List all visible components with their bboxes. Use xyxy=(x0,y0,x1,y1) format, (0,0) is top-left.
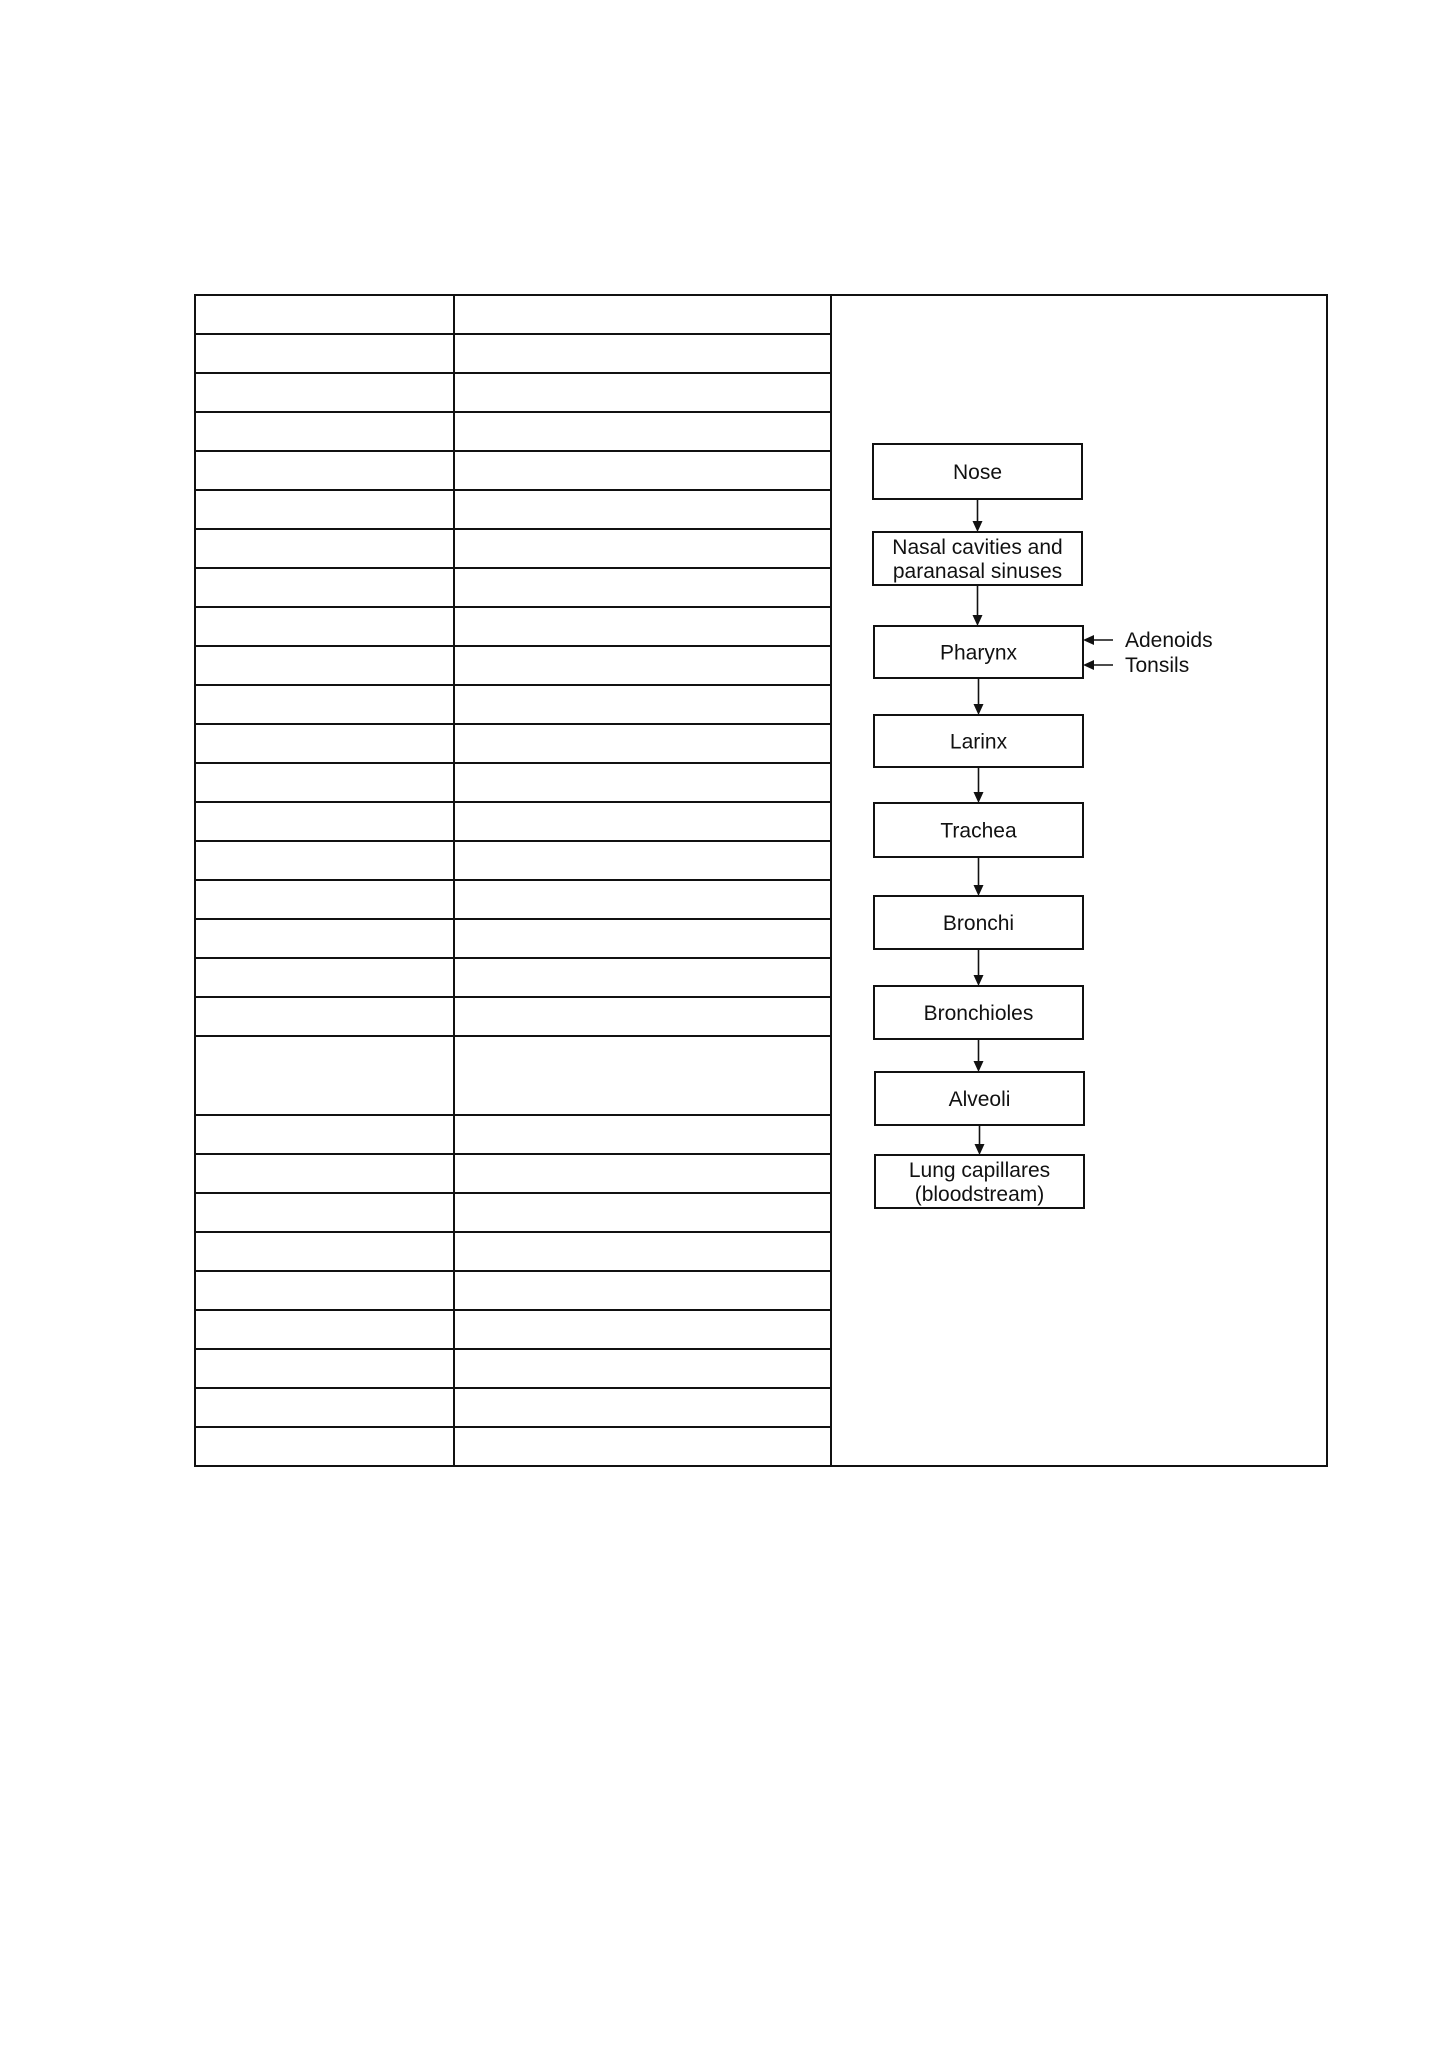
term-cell[interactable] xyxy=(195,1388,454,1427)
definition-cell[interactable] xyxy=(454,1193,831,1232)
side-label-tonsils: Tonsils xyxy=(1125,654,1190,677)
definition-cell[interactable] xyxy=(454,529,831,568)
term-cell[interactable] xyxy=(195,412,454,451)
term-cell[interactable] xyxy=(195,1036,454,1115)
term-cell[interactable] xyxy=(195,334,454,373)
term-cell[interactable] xyxy=(195,919,454,958)
flow-node-bronchi xyxy=(874,896,1083,949)
definition-cell[interactable] xyxy=(454,997,831,1036)
flow-node-label: Pharynx xyxy=(939,641,1018,665)
term-cell[interactable] xyxy=(195,529,454,568)
definition-cell[interactable] xyxy=(454,1349,831,1388)
definition-cell[interactable] xyxy=(454,958,831,997)
definition-cell[interactable] xyxy=(454,451,831,490)
term-cell[interactable] xyxy=(195,880,454,919)
definition-cell[interactable] xyxy=(454,1271,831,1310)
term-cell[interactable] xyxy=(195,802,454,841)
term-cell[interactable] xyxy=(195,1349,454,1388)
term-cell[interactable] xyxy=(195,841,454,880)
respiratory-flowchart xyxy=(832,296,1328,1466)
flow-node-pharynx xyxy=(874,626,1083,678)
term-cell[interactable] xyxy=(195,646,454,685)
term-cell[interactable] xyxy=(195,997,454,1036)
flow-node-label: (bloodstream) xyxy=(914,1182,1045,1206)
flow-node-lung-capillares xyxy=(875,1155,1084,1208)
term-cell[interactable] xyxy=(195,373,454,412)
left-arrow-icon xyxy=(1083,635,1113,645)
term-cell[interactable] xyxy=(195,1310,454,1349)
flow-node-label: Bronchi xyxy=(942,911,1015,935)
flow-node-nose xyxy=(873,444,1082,499)
definition-cell[interactable] xyxy=(454,919,831,958)
term-cell[interactable] xyxy=(195,1427,454,1466)
flow-node-larinx xyxy=(874,715,1083,767)
flow-node-bronchioles xyxy=(874,986,1083,1039)
definition-cell[interactable] xyxy=(454,568,831,607)
flow-node-nasal-cavities xyxy=(873,532,1082,585)
definition-cell[interactable] xyxy=(454,802,831,841)
definition-cell[interactable] xyxy=(454,607,831,646)
term-cell[interactable] xyxy=(195,1232,454,1271)
down-arrow-icon xyxy=(974,857,984,896)
term-cell[interactable] xyxy=(195,607,454,646)
term-cell[interactable] xyxy=(195,763,454,802)
down-arrow-icon xyxy=(973,585,983,626)
definition-cell[interactable] xyxy=(454,1036,831,1115)
down-arrow-icon xyxy=(974,1039,984,1072)
flow-node-label: Nasal cavities and xyxy=(892,535,1063,559)
definition-cell[interactable] xyxy=(454,1115,831,1154)
definition-cell[interactable] xyxy=(454,841,831,880)
term-cell[interactable] xyxy=(195,568,454,607)
flow-node-label: Lung capillares xyxy=(908,1158,1051,1182)
term-cell[interactable] xyxy=(195,295,454,334)
table-row xyxy=(195,295,1327,334)
side-label-adenoids: Adenoids xyxy=(1125,629,1213,652)
worksheet-table xyxy=(194,294,1328,1467)
term-cell[interactable] xyxy=(195,1193,454,1232)
definition-cell[interactable] xyxy=(454,412,831,451)
term-cell[interactable] xyxy=(195,1115,454,1154)
definition-cell[interactable] xyxy=(454,334,831,373)
diagram-cell xyxy=(831,295,1327,1466)
down-arrow-icon xyxy=(974,678,984,715)
definition-cell[interactable] xyxy=(454,295,831,334)
definition-cell[interactable] xyxy=(454,1310,831,1349)
down-arrow-icon xyxy=(975,1125,985,1155)
term-cell[interactable] xyxy=(195,724,454,763)
flow-node-label: paranasal sinuses xyxy=(892,559,1063,583)
flow-node-label: Trachea xyxy=(940,819,1017,843)
term-cell[interactable] xyxy=(195,1154,454,1193)
definition-cell[interactable] xyxy=(454,880,831,919)
term-cell[interactable] xyxy=(195,451,454,490)
definition-cell[interactable] xyxy=(454,1427,831,1466)
flow-node-label: Nose xyxy=(952,460,1003,484)
definition-cell[interactable] xyxy=(454,724,831,763)
definition-cell[interactable] xyxy=(454,1154,831,1193)
down-arrow-icon xyxy=(974,767,984,803)
definition-cell[interactable] xyxy=(454,763,831,802)
flow-node-label: Larinx xyxy=(949,730,1008,754)
definition-cell[interactable] xyxy=(454,1388,831,1427)
down-arrow-icon xyxy=(974,949,984,986)
flow-node-trachea xyxy=(874,803,1083,857)
definition-cell[interactable] xyxy=(454,685,831,724)
flow-node-label: Alveoli xyxy=(948,1087,1011,1111)
term-cell[interactable] xyxy=(195,958,454,997)
term-cell[interactable] xyxy=(195,685,454,724)
definition-cell[interactable] xyxy=(454,646,831,685)
term-cell[interactable] xyxy=(195,1271,454,1310)
definition-cell[interactable] xyxy=(454,373,831,412)
term-cell[interactable] xyxy=(195,490,454,529)
definition-cell[interactable] xyxy=(454,490,831,529)
down-arrow-icon xyxy=(973,499,983,532)
definition-cell[interactable] xyxy=(454,1232,831,1271)
flow-node-alveoli xyxy=(875,1072,1084,1125)
left-arrow-icon xyxy=(1083,660,1113,670)
flow-node-label: Bronchioles xyxy=(923,1001,1034,1025)
